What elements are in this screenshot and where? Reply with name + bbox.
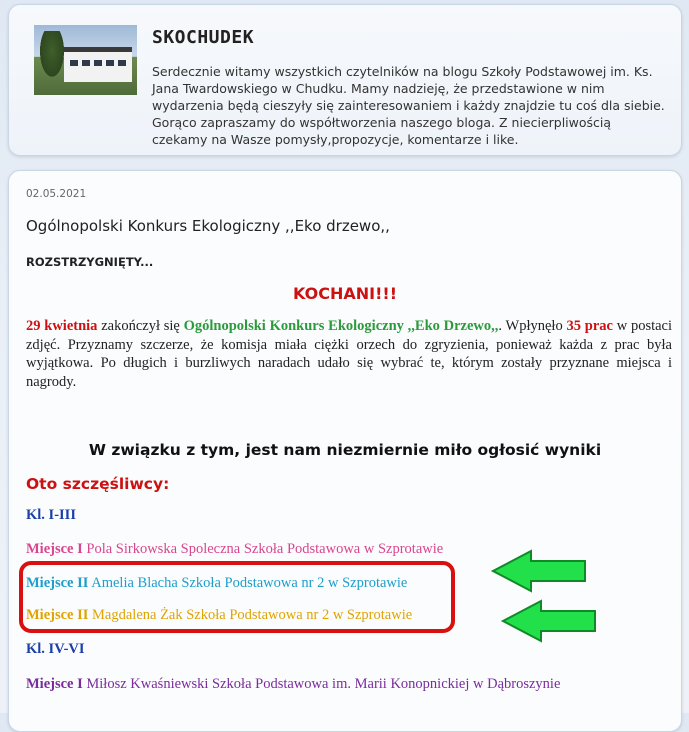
post-title[interactable]: Ogólnopolski Konkurs Ekologiczny ,,Eko drzewo,, (26, 217, 390, 235)
blog-description: Serdecznie witamy wszystkich czytelników na blogu Szkoły Podstawowej im. Ks. Jana Twardowskiego w Chudku. Mamy nadzieję, że przedstawione w nim wydarzenia będą cieszyły się zainteresowaniem i każdy znajdzie tu coś dla siebie. Gorąco zapraszamy do współtworzenia naszego bloga. Z niecierpliwością czekamy na Wasze pomysły,propozycje, komentarze i like. (152, 64, 665, 147)
winner-details: Miłosz Kwaśniewski Szkoła Podstawowa im. Marii Konopnickiej w Dąbroszynie (86, 676, 561, 692)
winner-details: Pola Sirkowska Spoleczna Szkoła Podstawowa w Szprotawie (86, 541, 444, 557)
winner-row (26, 676, 560, 693)
post-subtitle: ROZSTRZYGNIĘTY... (26, 255, 154, 269)
date-highlight: 29 kwietnia (26, 318, 98, 334)
winner-place: Miejsce I (26, 676, 83, 692)
class-heading-1-3: Kl. I-III (26, 507, 76, 523)
winner-row (26, 541, 443, 558)
text-span: w postaci zdjęć. Przyznamy szczerze, że komisja miała ciężki orzech do zgryzienia, ponieważ każda z prac była wyjątkowa. Po długich i burzliwych naradach udało się wybrać te, którym zostały przyznane miejsca i nagrody. (26, 318, 673, 390)
kochani-heading: KOCHANI!!! (292, 284, 398, 303)
blog-title[interactable]: SKOCHUDEK (152, 27, 255, 48)
winner-details: Amelia Blacha Szkoła Podstawowa nr 2 w Szprotawie (91, 575, 408, 591)
winner-place: Miejsce I (26, 541, 83, 557)
winner-details: Magdalena Żak Szkoła Podstawowa nr 2 w Szprotawie (92, 607, 413, 623)
arrow-left-icon (501, 599, 597, 643)
winner-place: Miejsce II (26, 575, 89, 591)
winner-place: Miejsce II (26, 607, 89, 623)
arrow-left-icon (491, 549, 587, 593)
post-paragraph (26, 317, 672, 391)
contest-name: Ogólnopolski Konkurs Ekologiczny ,,Eko Drzewo,, (183, 318, 499, 334)
post-date: 02.05.2021 (26, 188, 87, 200)
winners-heading: Oto szczęśliwcy: (26, 475, 170, 493)
count-highlight: 35 prac (566, 318, 613, 334)
blog-post (8, 170, 682, 732)
school-photo (34, 25, 137, 95)
text-span: . Wpłynęło (498, 318, 567, 334)
text-span: zakończył się (97, 318, 184, 334)
class-heading-4-6: Kl. IV-VI (26, 641, 85, 657)
highlight-box (19, 561, 455, 633)
blog-header (8, 4, 682, 156)
results-announcement: W związku z tym, jest nam niezmiernie miło ogłosić wyniki (88, 441, 602, 459)
